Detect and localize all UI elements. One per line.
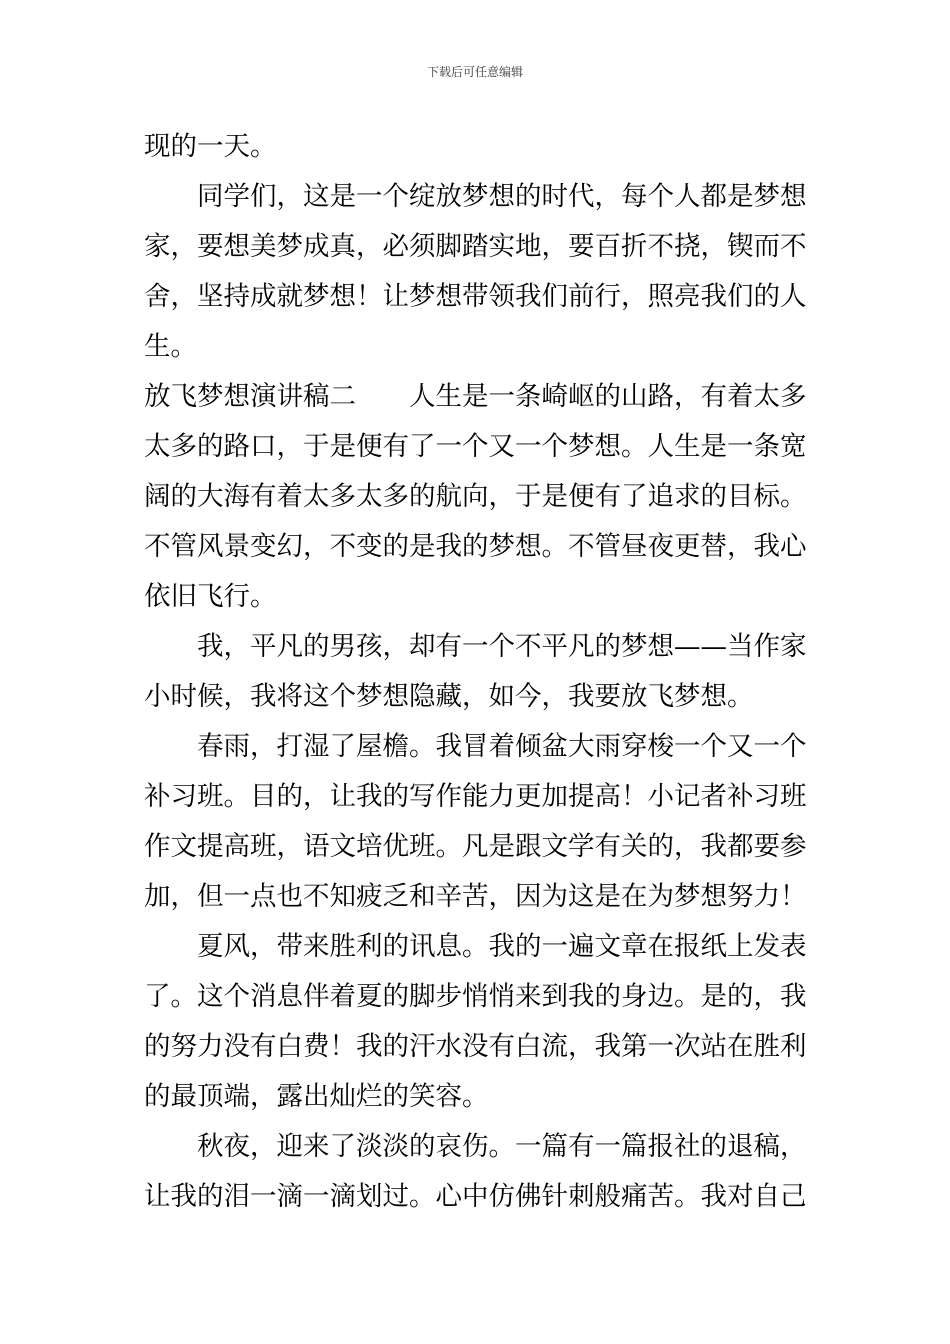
text-line: 依旧飞行。 <box>144 581 277 612</box>
text-line: 阔的大海有着太多太多的航向，于是便有了追求的目标。 <box>144 481 807 512</box>
text-line: 不管风景变幻，不变的是我的梦想。不管昼夜更替，我心 <box>144 531 807 562</box>
text-line: 作文提高班，语文培优班。凡是跟文学有关的，我都要参 <box>144 831 807 862</box>
text-line: 现的一天。 <box>144 131 277 162</box>
text-line: 让我的泪一滴一滴划过。心中仿佛针刺般痛苦。我对自己 <box>144 1181 807 1212</box>
text-line: 加，但一点也不知疲乏和辛苦，因为这是在为梦想努力！ <box>144 881 807 912</box>
text-line: 太多的路口，于是便有了一个又一个梦想。人生是一条宽 <box>144 431 807 462</box>
document-body <box>144 122 814 1222</box>
text-line: 补习班。目的，让我的写作能力更加提高！小记者补习班 <box>144 781 807 812</box>
paragraph-start-line: 我，平凡的男孩，却有一个不平凡的梦想——当作家 <box>197 631 807 662</box>
paragraph-start-line: 夏风，带来胜利的讯息。我的一遍文章在报纸上发表 <box>197 931 807 962</box>
section-title-line <box>144 372 814 422</box>
text-line: 家，要想美梦成真，必须脚踏实地，要百折不挠，锲而不 <box>144 231 807 262</box>
text-line: 的最顶端，露出灿烂的笑容。 <box>144 1081 489 1112</box>
section-title: 放飞梦想演讲稿二 <box>144 381 356 412</box>
paragraph-start-line: 春雨，打湿了屋檐。我冒着倾盆大雨穿梭一个又一个 <box>197 731 807 762</box>
text-line: 的努力没有白费！我的汗水没有白流，我第一次站在胜利 <box>144 1031 807 1062</box>
paragraph-start-line: 秋夜，迎来了淡淡的哀伤。一篇有一篇报社的退稿， <box>197 1131 807 1162</box>
page-header-note: 下载后可任意编辑 <box>426 65 523 79</box>
text-line: 生。 <box>144 331 197 362</box>
paragraph-start-text: 人生是一条崎岖的山路，有着太多 <box>409 381 807 412</box>
paragraph-start-line: 同学们，这是一个绽放梦想的时代，每个人都是梦想 <box>197 181 807 212</box>
text-line: 舍，坚持成就梦想！让梦想带领我们前行，照亮我们的人 <box>144 281 807 312</box>
text-line: 了。这个消息伴着夏的脚步悄悄来到我的身边。是的，我 <box>144 981 807 1012</box>
text-line: 小时候，我将这个梦想隐藏，如今，我要放飞梦想。 <box>144 681 754 712</box>
